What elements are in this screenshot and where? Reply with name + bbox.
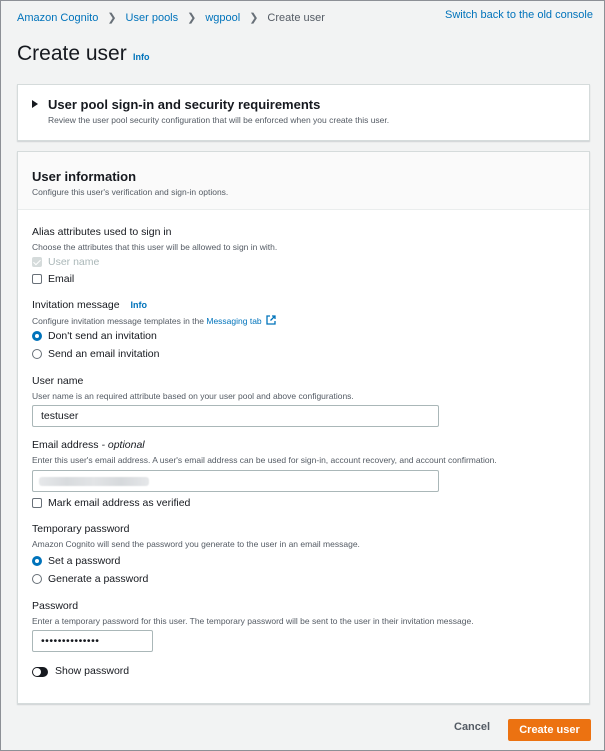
invitation-label: Invitation message bbox=[32, 299, 120, 311]
dont-send-invitation-radio[interactable] bbox=[32, 331, 42, 341]
alias-email-option[interactable] bbox=[32, 273, 74, 285]
invitation-description bbox=[32, 315, 276, 326]
generate-password-label[interactable]: Generate a password bbox=[48, 573, 149, 585]
alias-description: Choose the attributes that this user will be allowed to sign in with. bbox=[32, 242, 278, 252]
user-information-title: User information bbox=[32, 169, 137, 184]
security-panel-title[interactable]: User pool sign-in and security requirements bbox=[48, 97, 321, 112]
breadcrumb bbox=[17, 11, 325, 24]
dont-send-invitation-option[interactable] bbox=[32, 330, 157, 342]
username-description: User name is an required attribute based on your user pool and above configurations. bbox=[32, 391, 354, 401]
temp-password-label: Temporary password bbox=[32, 523, 130, 535]
alias-label: Alias attributes used to sign in bbox=[32, 226, 172, 238]
alias-username-option bbox=[32, 256, 99, 268]
generate-password-radio[interactable] bbox=[32, 574, 42, 584]
title-info-link[interactable]: Info bbox=[133, 52, 150, 62]
switch-console-link[interactable]: Switch back to the old console bbox=[445, 9, 593, 21]
set-password-label[interactable]: Set a password bbox=[48, 555, 121, 567]
password-value: •••••••••••••• bbox=[41, 635, 100, 647]
email-label-row bbox=[32, 439, 145, 451]
set-password-radio[interactable] bbox=[32, 556, 42, 566]
email-label: Email address bbox=[32, 439, 99, 451]
chevron-right-icon: ❯ bbox=[187, 12, 197, 24]
caret-right-icon[interactable] bbox=[32, 100, 38, 108]
top-bar bbox=[1, 1, 604, 33]
user-information-panel bbox=[17, 151, 590, 704]
blurred-email-value bbox=[39, 477, 149, 486]
mark-verified-label[interactable]: Mark email address as verified bbox=[48, 497, 191, 509]
username-label: User name bbox=[32, 375, 84, 387]
chevron-right-icon: ❯ bbox=[249, 12, 259, 24]
page-title: Create user bbox=[17, 42, 127, 65]
invitation-label-row bbox=[32, 299, 147, 311]
breadcrumb-current: Create user bbox=[267, 11, 325, 24]
generate-password-option[interactable] bbox=[32, 573, 148, 585]
email-description: Enter this user's email address. A user's email address can be used for sign-in, account recovery, and account confirmation. bbox=[32, 455, 497, 465]
invitation-info-link[interactable]: Info bbox=[130, 300, 147, 310]
password-input[interactable] bbox=[32, 630, 153, 652]
email-checkbox-label[interactable]: Email bbox=[48, 273, 75, 285]
breadcrumb-wgpool[interactable]: wgpool bbox=[205, 11, 241, 24]
email-optional-text: - optional bbox=[98, 439, 145, 451]
user-information-header bbox=[18, 152, 589, 210]
username-value: testuser bbox=[41, 410, 79, 422]
breadcrumb-amazon-cognito[interactable]: Amazon Cognito bbox=[17, 11, 99, 24]
breadcrumb-user-pools[interactable]: User pools bbox=[125, 11, 179, 24]
mark-verified-checkbox[interactable] bbox=[32, 498, 42, 508]
username-checkbox-label: User name bbox=[48, 256, 100, 268]
dont-send-invitation-label[interactable]: Don't send an invitation bbox=[48, 330, 157, 342]
user-information-description: Configure this user's verification and sign-in options. bbox=[32, 187, 229, 197]
cancel-button[interactable]: Cancel bbox=[444, 717, 500, 737]
send-email-invitation-option[interactable] bbox=[32, 348, 160, 360]
send-email-invitation-radio[interactable] bbox=[32, 349, 42, 359]
messaging-tab-link[interactable]: Messaging tab bbox=[206, 316, 262, 326]
invitation-description-text: Configure invitation message templates in the bbox=[32, 316, 204, 326]
set-password-option[interactable] bbox=[32, 555, 120, 567]
email-checkbox[interactable] bbox=[32, 274, 42, 284]
show-password-toggle[interactable] bbox=[32, 667, 48, 677]
username-input[interactable] bbox=[32, 405, 439, 427]
username-checkbox bbox=[32, 257, 42, 267]
show-password-label[interactable]: Show password bbox=[55, 665, 130, 677]
chevron-right-icon: ❯ bbox=[107, 12, 117, 24]
security-requirements-panel[interactable] bbox=[17, 84, 590, 141]
security-panel-description: Review the user pool security configuration that will be enforced when you create this user. bbox=[48, 115, 390, 125]
email-input[interactable] bbox=[32, 470, 439, 492]
password-label: Password bbox=[32, 600, 79, 612]
send-email-invitation-label[interactable]: Send an email invitation bbox=[48, 348, 160, 360]
mark-verified-option[interactable] bbox=[32, 497, 190, 509]
create-user-button[interactable]: Create user bbox=[508, 719, 591, 741]
temp-password-description: Amazon Cognito will send the password you generate to the user in an email message. bbox=[32, 539, 360, 549]
external-link-icon[interactable] bbox=[266, 315, 276, 325]
password-description: Enter a temporary password for this user. The temporary password will be sent to the user in their invitation message. bbox=[32, 616, 474, 626]
